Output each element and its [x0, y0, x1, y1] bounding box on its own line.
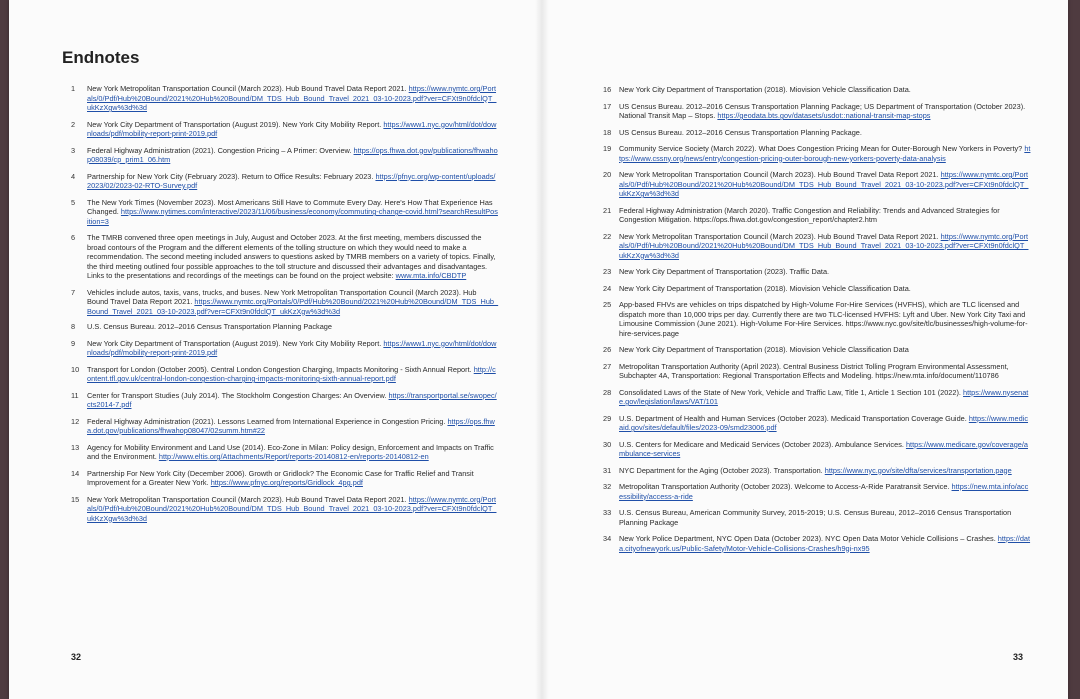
endnote-number: 13 — [71, 442, 80, 452]
endnote-number: 9 — [71, 338, 76, 348]
endnote-number: 27 — [603, 361, 612, 371]
endnote-item — [603, 508, 1031, 527]
endnote-link[interactable]: https://www.nymtc.org/Portals/0/Pdf/Hub%20Bound/2021%20Hub%20Bound/DM_TDS_Hub_Bound_Travel_2021_03-10-2023.pdf?ver=CFXt9n0fdclQT_ukKzXgw%3d%3d — [87, 494, 497, 523]
endnote-item — [71, 322, 499, 332]
endnote-text: New York City Department of Transportation (2018). Miovision Vehicle Classification Data. — [619, 283, 911, 293]
endnote-item — [603, 414, 1031, 433]
endnote-body — [619, 284, 1031, 294]
endnote-text: App-based FHVs are vehicles on trips dispatched by High-Volume For-Hire Services (HVFHS), which are TLC licensed and dispatch more than 10,000 trips per day. Currently there are two TLC-licensed HVFHS: Lyft and Uber. New York City Taxi and Limousine Commission (June 2021). High-Volume For-Hire Services. https://www.nyc.gov/site/tlc/businesses/high-volume-for-hire-services.page — [619, 300, 1028, 338]
endnote-number: 7 — [71, 287, 76, 297]
endnote-number: 34 — [603, 534, 612, 543]
endnote-number: 20 — [603, 170, 612, 179]
endnote-item — [71, 84, 499, 113]
endnote-link[interactable]: https://www.nytimes.com/interactive/2023/11/06/business/economy/commuting-change-covid.html?searchResultPosition=3 — [87, 207, 498, 226]
endnote-number: 3 — [71, 145, 76, 155]
endnote-body — [619, 232, 1031, 261]
endnote-link[interactable]: https://data.cityofnewyork.us/Public-Safety/Motor-Vehicle-Collisions-Crashes/h9gi-nx95 — [619, 534, 1031, 553]
endnote-number: 23 — [603, 267, 612, 276]
endnote-body — [619, 300, 1031, 338]
endnote-text: The New York Times (November 2023). Most Americans Still Have to Commute Every Day. Here's How That Experience Has Changed. — [87, 197, 493, 216]
endnote-text: Consolidated Laws of the State of New York, Vehicle and Traffic Law, Title 1, Article 1 Section 101 (2022). — [619, 387, 961, 397]
endnote-item — [603, 128, 1031, 138]
endnote-text: Federal Highway Administration (March 2020). Traffic Congestion and Reliability: Trends and Advanced Strategies for Congestion Mitigation. https://ops.fhwa.dot.gov/congestion_report/chapter2.htm — [619, 205, 1000, 224]
endnote-body — [619, 508, 1031, 527]
endnote-text: Community Service Society (March 2022). What Does Congestion Pricing Mean for Outer-Borough New Yorkers in Poverty? — [619, 144, 1023, 153]
endnote-number: 26 — [603, 345, 612, 354]
endnote-item — [603, 362, 1031, 381]
page-title: Endnotes — [62, 48, 140, 67]
endnote-number: 28 — [603, 387, 612, 397]
endnote-link[interactable]: https://geodata.bts.gov/datasets/usdot::national-transit-map-stops — [717, 111, 931, 120]
endnote-body — [619, 482, 1031, 501]
endnote-number: 31 — [603, 465, 612, 475]
endnote-item — [71, 365, 499, 384]
endnote-item — [71, 288, 499, 317]
endnote-number: 30 — [603, 439, 612, 449]
endnote-text: U.S. Department of Health and Human Services (October 2023). Medicaid Transportation Coverage Guide. — [619, 413, 967, 423]
endnote-body — [87, 391, 499, 410]
endnote-body — [619, 144, 1031, 163]
endnote-link[interactable]: https://new.mta.info/accessibility/access-a-ride — [619, 482, 1029, 501]
endnote-body — [87, 198, 499, 227]
endnote-text: U.S. Centers for Medicare and Medicaid Services (October 2023). Ambulance Services. — [619, 439, 904, 449]
endnote-item — [71, 495, 499, 524]
endnote-item — [603, 534, 1031, 553]
endnote-text: Federal Highway Administration (2021). Lessons Learned from International Experience in Congestion Pricing. — [87, 416, 446, 426]
endnote-text: New York City Department of Transportation (2018). Miovision Vehicle Classification Data. — [619, 85, 911, 94]
endnote-item — [71, 391, 499, 410]
endnote-number: 19 — [603, 144, 612, 153]
page-number-left: 32 — [71, 652, 82, 662]
endnote-link[interactable]: https://transportportal.se/swopec/cts2014-7.pdf — [87, 390, 497, 409]
endnote-number: 25 — [603, 300, 612, 309]
endnote-link[interactable]: www.mta.info/CBDTP — [395, 271, 467, 280]
endnote-body — [87, 146, 499, 165]
endnote-link[interactable]: https://www.cssny.org/news/entry/congestion-pricing-outer-borough-new-yorkers-poverty-data-analysis — [619, 144, 1031, 163]
endnote-item — [71, 417, 499, 436]
endnote-link[interactable]: https://www.nymtc.org/Portals/0/Pdf/Hub%20Bound/2021%20Hub%20Bound/DM_TDS_Hub_Bound_Travel_2021_03-10-2023.pdf?ver=CFXt9n0fdclQT_ukKzXgw%3d%3d — [619, 231, 1029, 260]
endnote-item — [603, 232, 1031, 261]
endnote-body — [619, 345, 1031, 355]
endnote-item — [71, 172, 499, 191]
endnote-item — [603, 300, 1031, 338]
endnote-link[interactable]: http://www.eltis.org/Attachments/Report/reports-20140812-en/reports-20140812-en — [158, 452, 429, 461]
endnote-item — [603, 102, 1031, 121]
endnote-item — [71, 339, 499, 358]
endnote-item — [603, 345, 1031, 355]
endnote-body — [619, 414, 1031, 433]
endnote-body — [87, 84, 499, 113]
endnote-body — [87, 233, 499, 281]
endnote-item — [71, 233, 499, 281]
endnote-body — [619, 206, 1031, 225]
endnote-item — [603, 482, 1031, 501]
endnote-body — [87, 172, 499, 191]
endnote-body — [619, 102, 1031, 121]
endnote-number: 2 — [71, 119, 76, 129]
endnote-body — [619, 388, 1031, 407]
endnote-number: 22 — [603, 231, 612, 241]
endnote-number: 10 — [71, 364, 80, 374]
endnote-item — [603, 267, 1031, 277]
endnote-body — [619, 466, 1031, 476]
endnote-link[interactable]: https://pfnyc.org/wp-content/uploads/2023/02/2023-02-RTO-Survey.pdf — [87, 171, 496, 190]
endnotes-left-column — [71, 84, 499, 523]
endnote-link[interactable]: https://www.pfnyc.org/reports/Gridlock_4pg.pdf — [210, 478, 363, 487]
endnote-text: New York Metropolitan Transportation Council (March 2023). Hub Bound Travel Data Report 2021. — [619, 170, 939, 179]
endnote-text: Transport for London (October 2005). Central London Congestion Charging, Impacts Monitoring - Sixth Annual Report. — [87, 364, 472, 374]
endnote-body — [87, 417, 499, 436]
endnote-text: Vehicles include autos, taxis, vans, trucks, and buses. New York Metropolitan Transportation Council (March 2023). Hub Bound Travel Data Report 2021. — [87, 287, 477, 306]
page-number-right: 33 — [1013, 652, 1024, 662]
endnote-text: New York Metropolitan Transportation Council (March 2023). Hub Bound Travel Data Report 2021. — [619, 231, 939, 241]
endnote-item — [71, 120, 499, 139]
endnote-link[interactable]: https://www1.nyc.gov/html/dot/downloads/pdf/mobility-report-print-2019.pdf — [87, 119, 497, 138]
endnote-body — [619, 362, 1031, 381]
endnote-number: 21 — [603, 205, 612, 215]
endnote-link[interactable]: https://ops.fhwa.dot.gov/publications/fhwahop08039/cp_prim1_06.htm — [87, 145, 498, 164]
endnote-item — [603, 206, 1031, 225]
endnote-body — [619, 85, 1031, 95]
endnote-number: 32 — [603, 482, 612, 491]
endnote-number: 1 — [71, 84, 76, 93]
endnote-link[interactable]: https://www.nyc.gov/site/dfta/services/transportation.page — [824, 465, 1012, 475]
book-spread — [9, 0, 1068, 699]
endnote-number: 18 — [603, 127, 612, 137]
endnote-body — [619, 534, 1031, 553]
endnote-body — [619, 128, 1031, 138]
endnote-item — [71, 443, 499, 462]
endnote-body — [619, 440, 1031, 459]
endnote-body — [87, 120, 499, 139]
endnote-text: New York City Department of Transportation (August 2019). New York City Mobility Report. — [87, 338, 382, 348]
endnote-item — [603, 144, 1031, 163]
endnote-body — [619, 170, 1031, 199]
endnote-text: Federal Highway Administration (2021). Congestion Pricing – A Primer: Overview. — [87, 145, 352, 155]
endnote-body — [87, 322, 499, 332]
endnote-number: 16 — [603, 85, 612, 94]
endnote-item — [71, 469, 499, 488]
endnote-item — [603, 440, 1031, 459]
endnote-body — [87, 443, 499, 462]
endnote-link[interactable]: http://content.tfl.gov.uk/central-london-congestion-charging-impacts-monitoring-sixth-annual-report.pdf — [87, 364, 496, 383]
endnote-link[interactable]: https://www.medicare.gov/coverage/ambulance-services — [619, 439, 1028, 458]
endnote-item — [603, 85, 1031, 95]
endnote-body — [87, 469, 499, 488]
endnote-text: New York Metropolitan Transportation Council (March 2023). Hub Bound Travel Data Report 2021. — [87, 494, 407, 504]
endnote-text: Center for Transport Studies (July 2014). The Stockholm Congestion Charges: An Overview. — [87, 390, 387, 400]
endnote-item — [603, 388, 1031, 407]
endnote-body — [87, 339, 499, 358]
endnote-body — [87, 495, 499, 524]
endnote-number: 11 — [71, 390, 79, 400]
endnote-link[interactable]: https://www1.nyc.gov/html/dot/downloads/pdf/mobility-report-print-2019.pdf — [87, 338, 497, 357]
endnote-text: US Census Bureau. 2012–2016 Census Transportation Planning Package. — [619, 127, 862, 137]
endnote-text: Partnership For New York City (December 2006). Growth or Gridlock? The Economic Case for Traffic Relief and Transit Improvement for a Greater New York. — [87, 468, 474, 487]
endnote-number: 33 — [603, 508, 612, 517]
endnote-text: Metropolitan Transportation Authority (April 2023). Central Business District Tolling Program Environmental Assessment, Subchapter 4A, Transportation: Regional Transportation Effects and Modeling. https://new.mta.info/document/110786 — [619, 361, 1009, 380]
endnote-number: 17 — [603, 101, 612, 111]
endnote-link[interactable]: https://www.nymtc.org/Portals/0/Pdf/Hub%20Bound/2021%20Hub%20Bound/DM_TDS_Hub_Bound_Travel_2021_03-10-2023.pdf?ver=CFXt9n0fdclQT_ukKzXgw%3d%3d — [87, 84, 497, 112]
endnote-number: 5 — [71, 197, 76, 207]
endnote-body — [87, 288, 499, 317]
endnote-number: 8 — [71, 322, 76, 331]
endnote-text: U.S. Census Bureau, American Community Survey, 2015-2019; U.S. Census Bureau, 2012–2016 Census Transportation Planning Package — [619, 508, 1012, 527]
endnote-number: 12 — [71, 416, 80, 426]
endnote-item — [603, 284, 1031, 294]
endnote-text: New York Metropolitan Transportation Council (March 2023). Hub Bound Travel Data Report 2021. — [87, 84, 407, 93]
endnote-text: New York City Department of Transportation (August 2019). New York City Mobility Report. — [87, 119, 382, 129]
endnote-item — [603, 170, 1031, 199]
endnote-body — [619, 267, 1031, 277]
endnote-link[interactable]: https://www.nymtc.org/Portals/0/Pdf/Hub%20Bound/2021%20Hub%20Bound/DM_TDS_Hub_Bound_Travel_2021_03-10-2023.pdf?ver=CFXt9n0fdclQT_ukKzXgw%3d%3d — [87, 297, 499, 316]
endnote-text: Metropolitan Transportation Authority (October 2023). Welcome to Access-A-Ride Paratransit Service. — [619, 482, 950, 491]
endnote-number: 29 — [603, 413, 612, 423]
endnote-text: Agency for Mobility Environment and Land Use (2014). Eco-Zone in Milan: Policy design, Enforcement and Impacts on Traffic and the Environment. — [87, 442, 494, 461]
endnote-text: The TMRB convened three open meetings in July, August and October 2023. At the first meeting, members discussed the broad contours of the Program and the different elements of the tolling structure on which they would need to make a recommendation. The second meeting included answers to questions asked by TMRB members on a variety of topics. Finally, the third meeting outlined four possible approaches to the toll structure and discussed their advantages and disadvantages. Links to the presentations and recordings of the meetings can be found on the project website: — [87, 233, 496, 280]
endnote-text: New York City Department of Transportation (2018). Miovision Vehicle Classification Data — [619, 345, 909, 354]
endnote-link[interactable]: https://ops.fhwa.dot.gov/publications/fhwahop08047/02summ.htm#22 — [87, 416, 495, 435]
endnote-number: 24 — [603, 283, 612, 293]
endnote-item — [71, 146, 499, 165]
endnote-text: US Census Bureau. 2012–2016 Census Transportation Planning Package; US Department of Transportation (October 2023). National Transit Map – Stops. — [619, 101, 1026, 120]
endnote-text: New York City Department of Transportation (2023). Traffic Data. — [619, 267, 830, 276]
endnotes-right-column — [603, 85, 1031, 553]
endnote-number: 6 — [71, 233, 76, 242]
book-spine — [535, 0, 549, 699]
endnote-item — [603, 466, 1031, 476]
endnote-item — [71, 198, 499, 227]
endnote-number: 4 — [71, 171, 76, 181]
endnote-text: NYC Department for the Aging (October 2023). Transportation. — [619, 465, 823, 475]
endnote-number: 14 — [71, 468, 80, 478]
endnote-text: U.S. Census Bureau. 2012–2016 Census Transportation Planning Package — [87, 322, 332, 331]
endnote-link[interactable]: https://www.medicaid.gov/sites/default/files/2023-09/smd23006.pdf — [619, 413, 1029, 432]
endnote-body — [87, 365, 499, 384]
endnote-number: 15 — [71, 494, 80, 504]
endnote-text: New York Police Department, NYC Open Data (October 2023). NYC Open Data Motor Vehicle Collisions – Crashes. — [619, 534, 996, 543]
endnote-text: Partnership for New York City (February 2023). Return to Office Results: February 2023. — [87, 171, 374, 181]
endnote-link[interactable]: https://www.nysenate.gov/legislation/laws/VAT/101 — [619, 387, 1029, 406]
endnote-link[interactable]: https://www.nymtc.org/Portals/0/Pdf/Hub%20Bound/2021%20Hub%20Bound/DM_TDS_Hub_Bound_Travel_2021_03-10-2023.pdf?ver=CFXt9n0fdclQT_ukKzXgw%3d%3d — [619, 170, 1029, 198]
